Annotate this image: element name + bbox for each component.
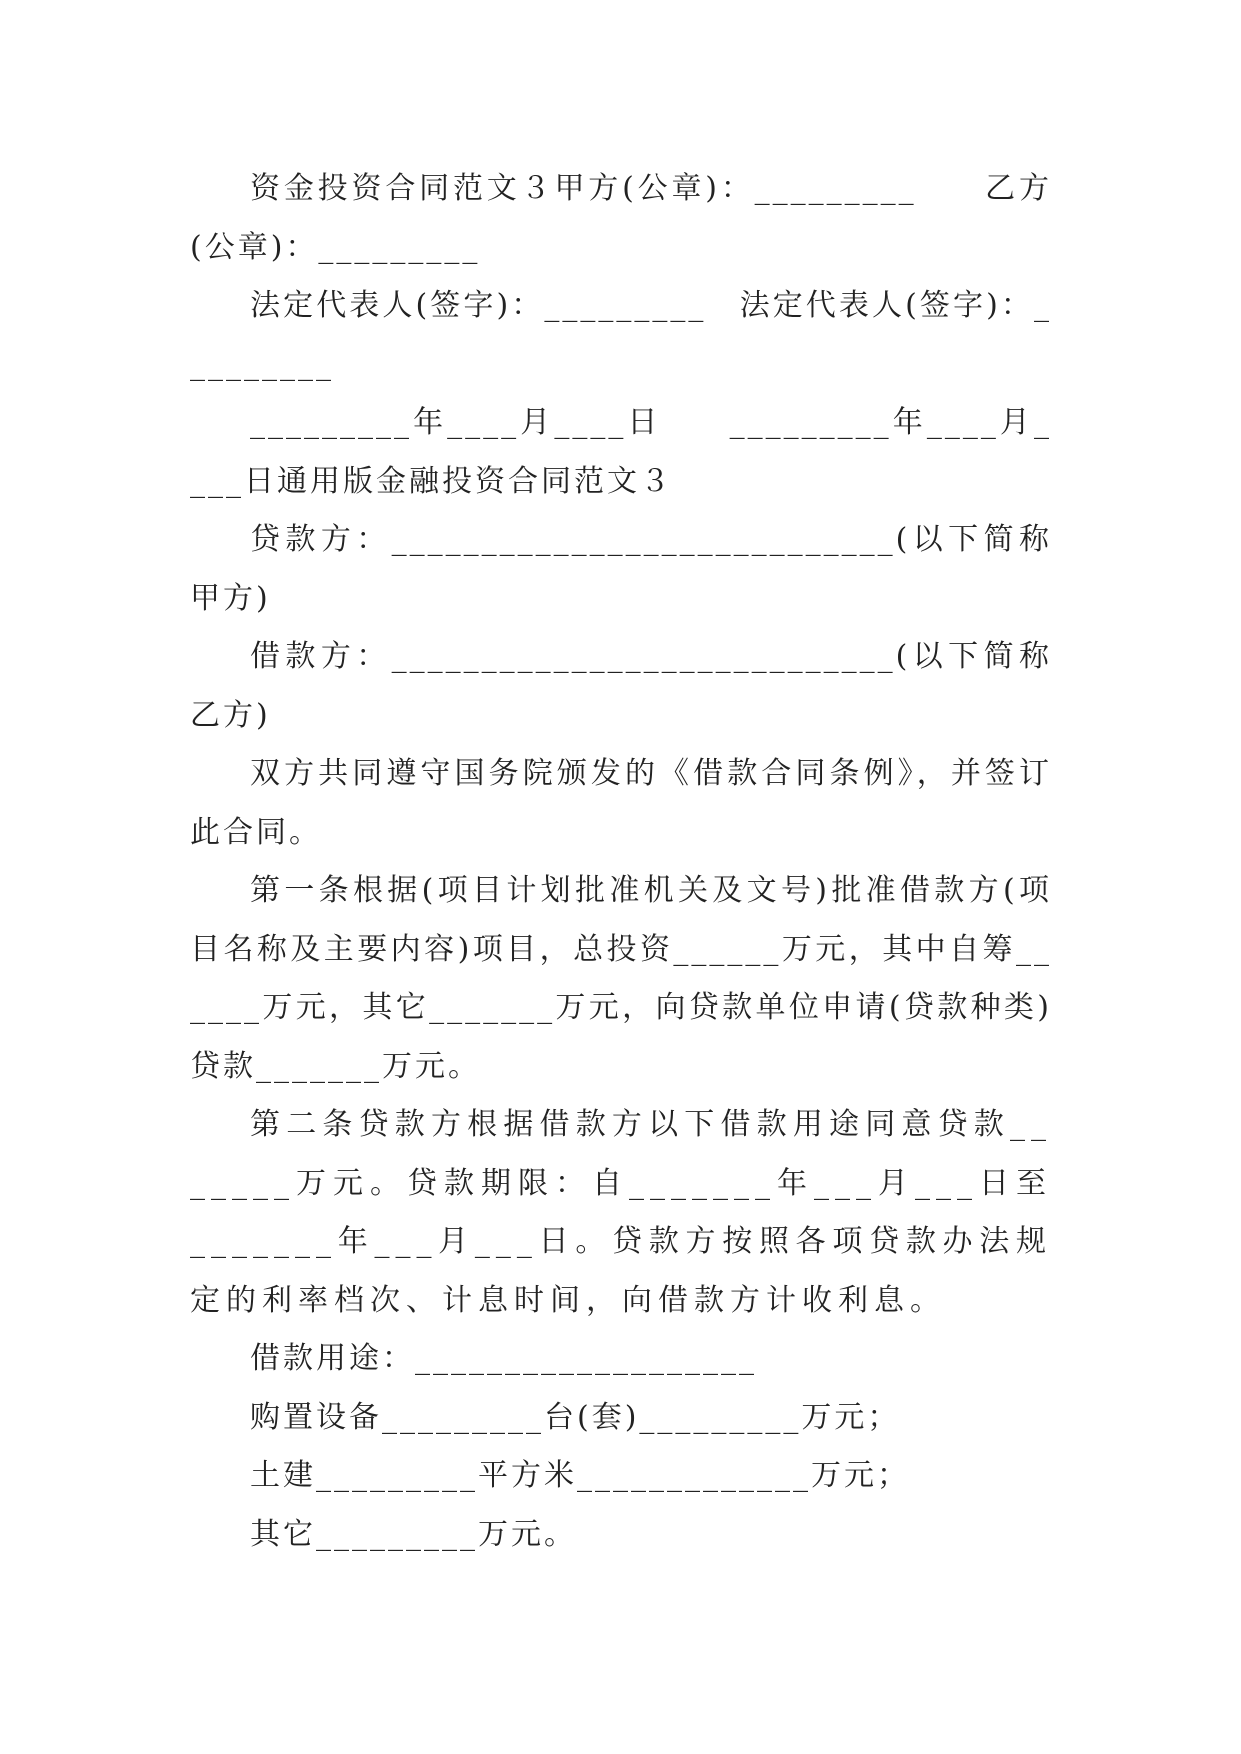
other-paragraph: 其它_________万元。 — [250, 1516, 577, 1552]
party-seal-paragraph: 资金投资合同范文３甲方(公章)：_________ 乙方(公章)：_________ — [190, 171, 1052, 265]
date-paragraph: _________年____月____日 _________年____月____日通用版金融投资合同范文３ — [190, 405, 1052, 499]
article-two-paragraph: 第二条贷款方根据借款方以下借款用途同意贷款_______万元。贷款期限：自_______年___月___日至_______年___月___日。贷款方按照各项贷款办法规定的利率档次、计息时间，向借款方计收利息。 — [190, 1107, 1052, 1318]
equipment-paragraph: 购置设备_________台(套)_________万元； — [250, 1399, 901, 1435]
document-body — [190, 160, 1052, 1564]
borrower-paragraph: 借款方：____________________________(以下简称乙方) — [190, 639, 1052, 733]
legal-representative-paragraph: 法定代表人(签字)：_________ 法定代表人(签字)：_________ — [190, 288, 1052, 382]
loan-purpose-paragraph: 借款用途：___________________ — [250, 1341, 757, 1376]
construction-paragraph: 土建_________平方米_____________万元； — [250, 1458, 910, 1493]
agreement-paragraph: 双方共同遵守国务院颁发的《借款合同条例》，并签订此合同。 — [190, 756, 1052, 850]
lender-paragraph: 贷款方：____________________________(以下简称甲方) — [190, 522, 1052, 616]
article-one-paragraph: 第一条根据(项目计划批准机关及文号)批准借款方(项目名称及主要内容)项目，总投资______万元，其中自筹______万元，其它_______万元，向贷款单位申请(贷款种类)贷款_______万元。 — [190, 873, 1052, 1084]
